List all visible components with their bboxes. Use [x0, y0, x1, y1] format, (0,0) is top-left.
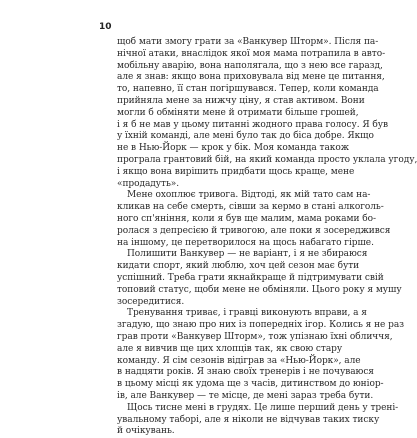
text-line: кликав на себе смерть, сівши за кермо в стані алкоголь-	[117, 202, 384, 213]
text-line: в цьому місці як удома ще з часів, дитинством до юніор-	[117, 379, 384, 390]
text-line: і якщо вона вирішить придбати щось краще, мене	[117, 166, 355, 177]
paragraph	[117, 249, 402, 308]
paragraph	[117, 190, 391, 249]
text-line: топовий статус, щоби мене не обміняли. Цього року я мушу	[117, 284, 402, 295]
text-line: Тренування триває, і гравці виконують вправи, а я	[127, 308, 367, 319]
text-line: ролася з депресією й тривогою, але поки я зосереджився	[117, 225, 391, 236]
text-line: й очікувань.	[117, 426, 175, 437]
text-line: в надцяти років. Я знаю своїх тренерів і не почуваюся	[117, 367, 374, 378]
text-line: то, напевно, її стан погіршувався. Тепер, коли команда	[117, 84, 379, 95]
paragraph	[117, 402, 399, 438]
text-line: нічної атаки, внаслідок якої моя мама потрапила в авто-	[117, 48, 386, 59]
text-line: згадую, що знаю про них із попередніх ігор. Колись я не раз	[117, 320, 405, 331]
text-line: Щось тисне мені в грудях. Це лише перший день у трені-	[127, 402, 399, 413]
text-line: ного сп'яніння, коли я був ще малим, мама роками бо-	[117, 213, 376, 224]
text-line: команду. Я сім сезонів відіграв за «Нью-Йорк», але	[117, 355, 361, 366]
text-line: Полишити Ванкувер — не варіант, і я не збираюся	[127, 249, 368, 260]
text-line: «продадуть».	[117, 178, 180, 189]
paragraphs-container	[117, 37, 417, 438]
paragraph	[117, 37, 417, 190]
text-line: увальному таборі, але я ніколи не відчував таких тиску	[117, 414, 380, 425]
page-number: 10	[99, 22, 112, 32]
paragraph	[117, 308, 405, 402]
text-line: ів, але Ванкувер — те місце, де мені зараз треба бути.	[117, 390, 374, 401]
text-line: успішний. Треба грати якнайкраще й підтримувати свій	[117, 272, 384, 283]
text-line: кидати спорт, який люблю, хоч цей сезон має бути	[117, 261, 360, 272]
text-line: на іншому, це перетворилося на щось набагато гірше.	[117, 237, 374, 248]
text-line: але я вивчив ще цих хлопців так, як свою стару	[117, 343, 343, 354]
text-line: зосередитися.	[117, 296, 185, 307]
text-line: могли б обміняти мене й отримати більше грошей,	[117, 107, 359, 118]
text-line: прийняла мене за нижчу ціну, я став активом. Вони	[117, 95, 365, 106]
text-line: Мене охоплює тривога. Відтоді, як мій тато сам на-	[127, 190, 371, 201]
text-line: і я б не мав у цьому питанні жодного права голосу. Я був	[117, 119, 389, 130]
text-line: щоб мати змогу грати за «Ванкувер Шторм». Після па-	[117, 37, 379, 47]
text-line: програла грантовий бій, на який команда просто уклала угоду,	[117, 154, 417, 165]
text-line: але я знав: якщо вона приховувала від мене це питання,	[117, 72, 385, 83]
text-line: мобільну аварію, вона наполягала, що з нею все гаразд,	[117, 60, 383, 71]
text-line: грав проти «Ванкувер Шторм», тож упізнаю їхні обличчя,	[117, 331, 393, 342]
text-line: не в Нью-Йорк — крок у бік. Моя команда також	[117, 143, 349, 154]
body-text	[117, 37, 417, 438]
text-line: у їхній команді, але мені було так до біса добре. Якщо	[117, 131, 374, 142]
